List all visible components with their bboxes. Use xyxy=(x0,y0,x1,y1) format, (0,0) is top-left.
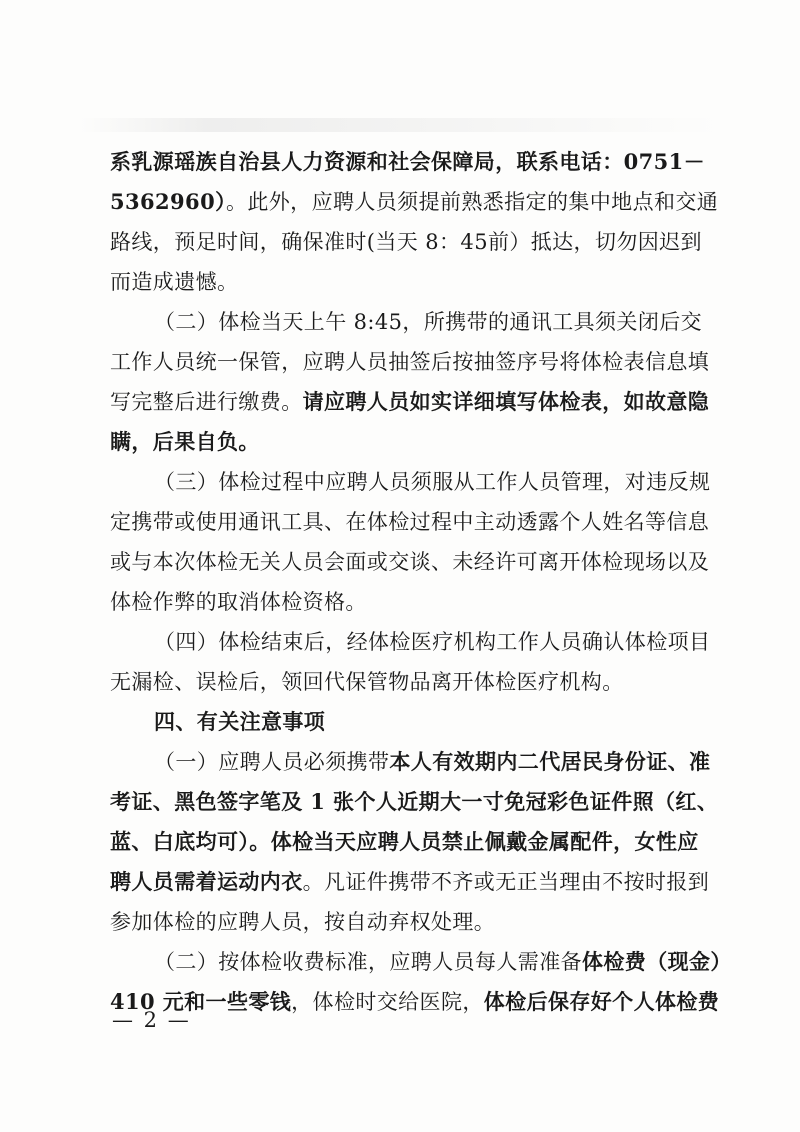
text-line xyxy=(110,942,732,982)
text-segment: 定携带或使用通讯工具、在体检过程中主动透露个人姓名等信息 xyxy=(110,510,710,534)
page-number: — 2 — xyxy=(112,1008,191,1032)
bold-text-segment: 本人有效期内二代居民身份证、准 xyxy=(389,749,711,774)
text-segment: 而造成遗憾。 xyxy=(110,270,239,294)
text-line xyxy=(110,142,706,182)
text-segment: （四）体检结束后，经体检医疗机构工作人员确认体检项目 xyxy=(154,630,711,654)
text-segment: 无漏检、误检后，领回代保管物品离开体检医疗机构。 xyxy=(110,670,624,694)
bold-text-segment: 410 元和一些零钱 xyxy=(110,989,292,1014)
text-line xyxy=(110,302,703,342)
text-segment: ，体检时交给医院， xyxy=(291,990,484,1014)
text-segment: （二）按体检收费标准，应聘人员每人需准备 xyxy=(154,950,582,974)
text-segment: （一）应聘人员必须携带 xyxy=(154,750,390,774)
text-line xyxy=(110,782,719,822)
bold-text-segment: 请应聘人员如实详细填写体检表，如故意隐 xyxy=(302,389,710,414)
text-segment: 工作人员统一保管，应聘人员抽签后按抽签序号将体检表信息填 xyxy=(110,350,710,374)
text-line xyxy=(110,662,700,702)
text-line xyxy=(110,422,700,462)
bold-text-segment: 5362960） xyxy=(110,189,226,214)
text-line xyxy=(110,262,700,302)
bold-text-segment: 四、有关注意事项 xyxy=(154,709,326,734)
text-line xyxy=(110,542,710,582)
bold-text-segment: 聘人员需着运动内衣 xyxy=(110,869,303,894)
bold-text-segment: 瞒，后果自负。 xyxy=(110,429,260,454)
text-line xyxy=(110,182,719,222)
section-heading xyxy=(110,702,700,742)
text-line xyxy=(110,342,710,382)
text-line xyxy=(110,622,711,662)
text-line xyxy=(110,222,700,262)
text-segment: 写完整后进行缴费。 xyxy=(110,390,303,414)
bold-text-segment: 考证、黑色签字笔及 1 张个人近期大一寸免冠彩色证件照（红、 xyxy=(110,789,719,814)
text-segment: 体检作弊的取消体检资格。 xyxy=(110,590,367,614)
body-text xyxy=(110,142,732,1022)
text-line xyxy=(110,742,711,782)
text-segment: 参加体检的应聘人员，按自动弃权处理。 xyxy=(110,910,496,934)
text-line xyxy=(110,862,710,902)
text-segment: 或与本次体检无关人员会面或交谈、未经许可离开体检现场以及 xyxy=(110,550,710,574)
bold-text-segment: 系乳源瑶族自治县人力资源和社会保障局，联系电话：0751－ xyxy=(110,149,706,174)
text-line xyxy=(110,822,700,862)
text-line xyxy=(110,982,720,1022)
text-line xyxy=(110,582,700,622)
text-segment: 。凡证件携带不齐或无正当理由不按时报到 xyxy=(302,870,710,894)
text-segment: （三）体检过程中应聘人员须服从工作人员管理，对违反规 xyxy=(154,470,711,494)
text-line xyxy=(110,382,710,422)
bold-text-segment: 体检费（现金） xyxy=(582,949,732,974)
text-segment: 路线，预足时间，确保准时(当天 8：45前）抵达，切勿因迟到 xyxy=(110,230,702,254)
bold-text-segment: 蓝、白底均可）。体检当天应聘人员禁止佩戴金属配件，女性应 xyxy=(110,829,699,854)
text-line xyxy=(110,502,710,542)
bold-text-segment: 体检后保存好个人体检费 xyxy=(483,989,720,1014)
text-segment: （二）体检当天上午 8:45，所携带的通讯工具须关闭后交 xyxy=(154,310,703,334)
text-segment: 。此外，应聘人员须提前熟悉指定的集中地点和交通 xyxy=(225,190,719,214)
scan-artifact xyxy=(80,118,720,132)
text-line xyxy=(110,902,700,942)
text-line xyxy=(110,462,711,502)
